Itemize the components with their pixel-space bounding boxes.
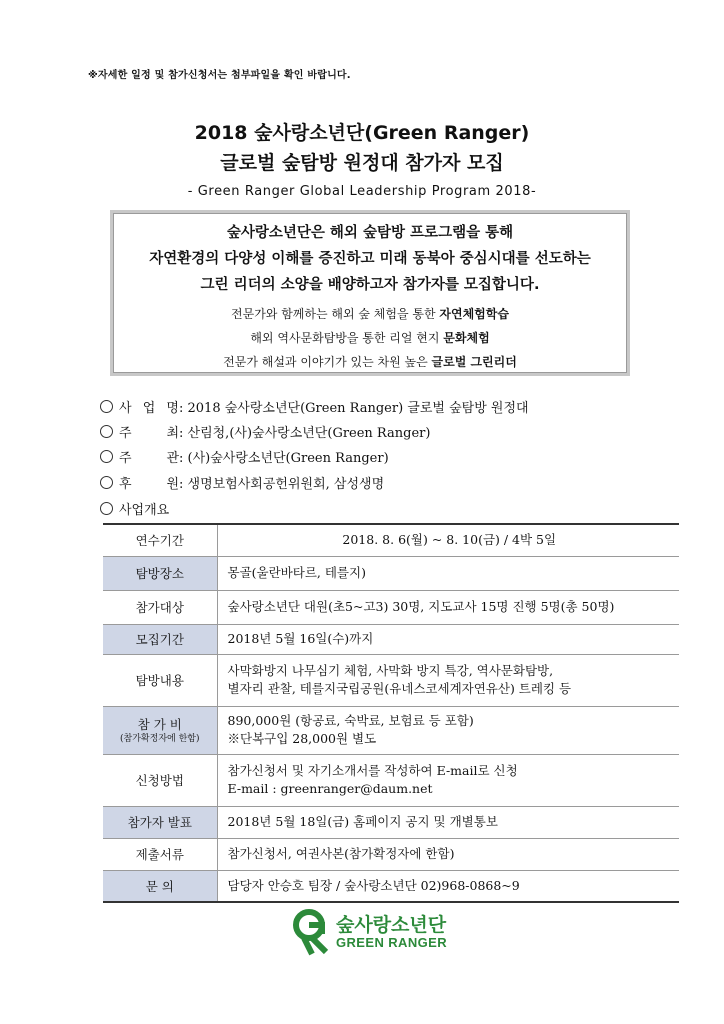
info-row-project (100, 397, 529, 416)
table-row (103, 556, 679, 590)
row-header: 신청방법 (103, 754, 217, 806)
intro-sub-3 (113, 353, 627, 370)
info-label: 주 최 (119, 426, 179, 441)
notice-text: ※자세한 일정 및 참가신청서는 첨부파일을 확인 바랍니다. (88, 70, 351, 81)
fee-label: 참 가 비 (137, 717, 182, 732)
intro-sub-1-prefix: 전문가와 함께하는 해외 숲 체험을 통한 (231, 307, 440, 321)
info-label: 사 업 명 (119, 401, 179, 416)
table-row (103, 754, 679, 806)
intro-sub-1 (113, 305, 627, 322)
overview-table (103, 523, 679, 903)
row-value: 2018년 5월 16일(수)까지 (217, 624, 679, 654)
table-row (103, 654, 679, 706)
row-header: 참가대상 (103, 590, 217, 624)
intro-sub-3-prefix: 전문가 해설과 이야기가 있는 차원 높은 (223, 355, 432, 369)
intro-sub-2 (113, 329, 627, 346)
subtitle: - Green Ranger Global Leadership Program 2018- (187, 184, 537, 199)
content-line-2: 별자리 관찰, 테를지국립공원(유네스코세계자연유산) 트레킹 등 (227, 681, 572, 696)
info-row-sponsor (100, 473, 384, 492)
info-value: : 생명보험사회공헌위원회, 삼성생명 (179, 477, 385, 492)
row-value: 숲사랑소년단 대원(초5~고3) 30명, 지도교사 15명 진행 5명(총 50명) (217, 590, 679, 624)
table-row (103, 524, 679, 556)
info-label: 주 관 (119, 451, 179, 466)
table-row (103, 706, 679, 754)
row-value (217, 654, 679, 706)
row-header (103, 706, 217, 754)
circle-bullet-icon (100, 476, 113, 489)
row-header: 탐방내용 (103, 654, 217, 706)
logo-english-text: GREEN RANGER (336, 935, 447, 950)
intro-box (110, 210, 630, 376)
table-row (103, 806, 679, 838)
fee-label-note: (참가확정자에 한함) (120, 734, 200, 744)
logo-korean-text: 숲사랑소년단 (336, 914, 447, 936)
table-row (103, 838, 679, 870)
table-row (103, 624, 679, 654)
row-value: 2018년 5월 18일(금) 홈페이지 공지 및 개별통보 (217, 806, 679, 838)
title-line-1: 2018 숲사랑소년단(Green Ranger) (194, 122, 530, 144)
row-value: 참가신청서, 여권사본(참가확정자에 한함) (217, 838, 679, 870)
content-line-1: 사막화방지 나무심기 체험, 사막화 방지 특강, 역사문화탐방, (227, 663, 554, 678)
intro-strong-3: 그린 리더의 소양을 배양하고자 참가자를 모집합니다. (200, 277, 540, 293)
green-ranger-logo (292, 908, 452, 960)
intro-sub-2-prefix: 해외 역사문화탐방을 통한 리얼 현지 (250, 331, 444, 345)
logo-emblem-icon (292, 908, 332, 956)
fee-line-1: 890,000원 (항공료, 숙박료, 보험료 등 포함) (227, 713, 474, 728)
table-row (103, 590, 679, 624)
table-row (103, 870, 679, 902)
row-header: 모집기간 (103, 624, 217, 654)
circle-bullet-icon (100, 425, 113, 438)
info-row-host (100, 422, 430, 441)
apply-line-2: E-mail : greenranger@daum.net (227, 781, 433, 796)
circle-bullet-icon (100, 400, 113, 413)
info-value: : (사)숲사랑소년단(Green Ranger) (179, 451, 389, 466)
row-value: 담당자 안승호 팀장 / 숲사랑소년단 02)968-0868~9 (217, 870, 679, 902)
row-header: 제출서류 (103, 838, 217, 870)
row-header: 참가자 발표 (103, 806, 217, 838)
row-value (217, 706, 679, 754)
info-row-organizer (100, 447, 389, 466)
row-value: 2018. 8. 6(월) ~ 8. 10(금) / 4박 5일 (217, 524, 679, 556)
info-label: 후 원 (119, 477, 179, 492)
row-header: 문 의 (103, 870, 217, 902)
info-label: 사업개요 (119, 503, 170, 518)
row-header: 연수기간 (103, 524, 217, 556)
info-row-overview (100, 499, 169, 518)
intro-strong-2: 자연환경의 다양성 이해를 증진하고 미래 동북아 중심시대를 선도하는 (149, 251, 591, 267)
intro-strong-1: 숲사랑소년단은 해외 숲탐방 프로그램을 통해 (226, 225, 514, 241)
circle-bullet-icon (100, 502, 113, 515)
intro-sub-2-bold: 문화체험 (443, 331, 490, 345)
row-value (217, 754, 679, 806)
intro-sub-3-bold: 글로벌 그린리더 (431, 355, 517, 369)
fee-line-2: ※단복구입 28,000원 별도 (227, 731, 377, 746)
info-value: : 산림청,(사)숲사랑소년단(Green Ranger) (179, 426, 431, 441)
row-value: 몽골(울란바타르, 테를지) (217, 556, 679, 590)
apply-line-1: 참가신청서 및 자기소개서를 작성하여 E-mail로 신청 (227, 763, 518, 778)
row-header: 탐방장소 (103, 556, 217, 590)
intro-sub-1-bold: 자연체험학습 (439, 307, 509, 321)
info-value: : 2018 숲사랑소년단(Green Ranger) 글로벌 숲탐방 원정대 (179, 401, 529, 416)
title-line-2: 글로벌 숲탐방 원정대 참가자 모집 (220, 152, 504, 174)
circle-bullet-icon (100, 450, 113, 463)
